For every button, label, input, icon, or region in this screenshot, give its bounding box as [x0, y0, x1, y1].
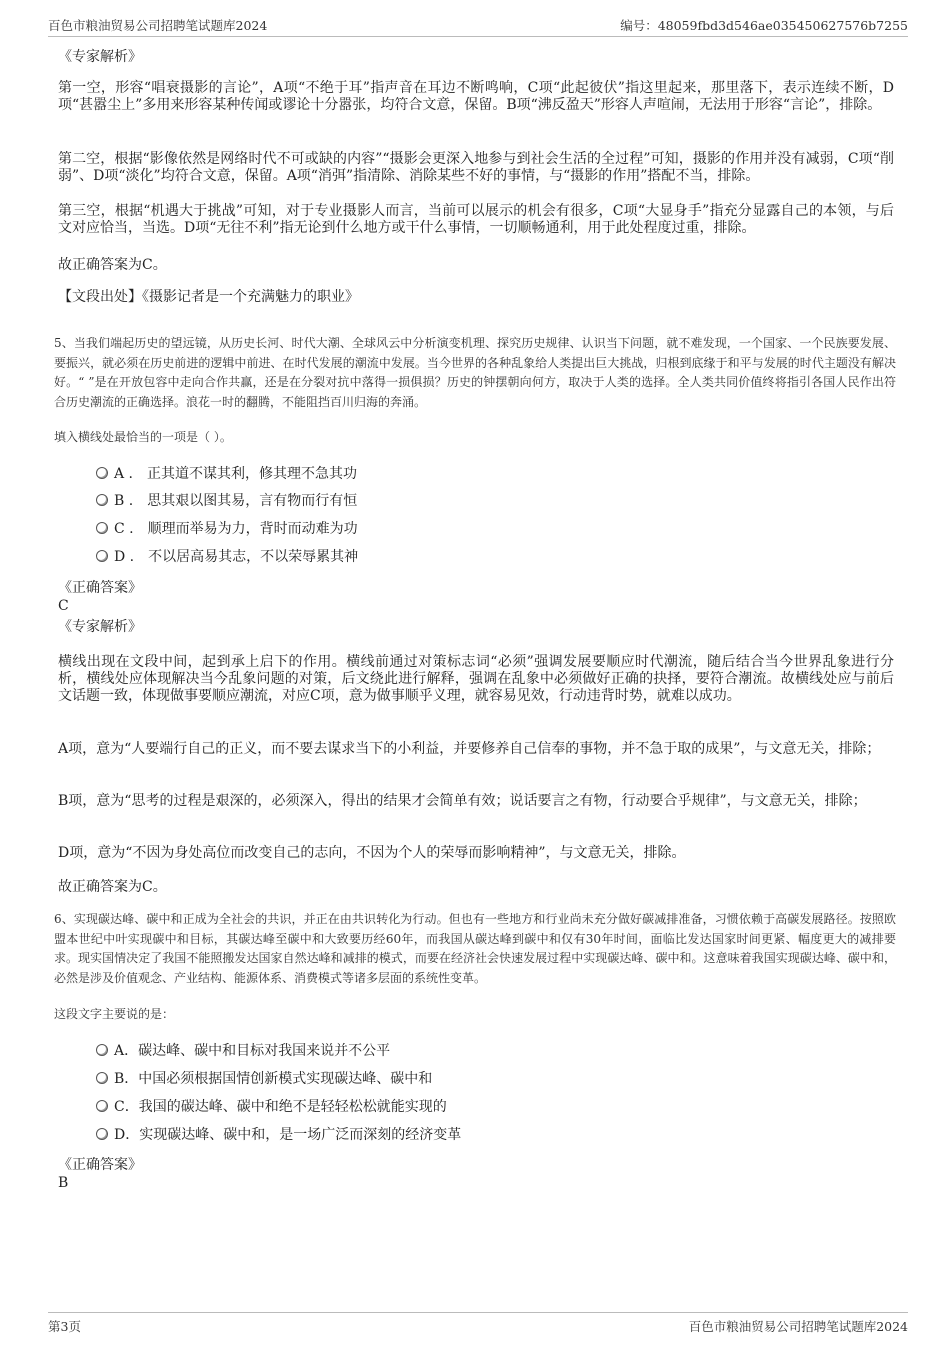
page-header: [48, 14, 908, 37]
radio-icon[interactable]: [96, 1044, 108, 1056]
header-title: 百色市粮油贸易公司招聘笔试题库2024: [48, 18, 268, 33]
document-number: 编号：48059fbd3d546ae035450627576b7255: [620, 18, 908, 33]
q4-conclusion: 故正确答案为C。: [58, 257, 167, 273]
page-footer: [48, 1312, 908, 1337]
q5-prompt: 填入横线处最恰当的一项是（ ）。: [54, 430, 232, 444]
q5-analysis-p3: B项，意为“思考的过程是艰深的，必须深入，得出的结果才会简单有效；说话要言之有物，行动要合乎规律”，与文意无关，排除；: [58, 793, 867, 809]
q6-option-c[interactable]: [96, 1097, 447, 1117]
q4-analysis-label: 《专家解析》: [58, 49, 142, 65]
q5-analysis-p4: D项，意为“不因为身处高位而改变自己的志向，不因为个人的荣辱而影响精神”，与文意无关，排除。: [58, 845, 686, 861]
q6-answer: B: [58, 1175, 69, 1191]
radio-icon[interactable]: [96, 1100, 108, 1112]
q5-analysis-label: 《专家解析》: [58, 619, 142, 635]
q5-stem: 5、当我们端起历史的望远镜，从历史长河、时代大潮、全球风云中分析演变机理、探究历史规律、认识当下问题，就不难发现，一个国家、一个民族要发展、要振兴，就必须在历史前进的逻辑中前进、在时代发展的潮流中发展。当今世界的各种乱象给人类提出巨大挑战，归根到底缘于和平与发展的时代主题没有解决好。“ ”是在开放包容中走向合作共赢，还是在分裂对抗中落得一损俱损？历史的钟摆朝向何方，取决于人类的选择。全人类共同价值终将指引各国人民作出符合历史潮流的正确选择。浪花一时的翻腾，不能阻挡百川归海的奔涌。: [54, 336, 896, 409]
q5-option-d[interactable]: [96, 547, 358, 567]
q5-option-c[interactable]: [96, 519, 358, 539]
page-number: 第3页: [48, 1319, 81, 1334]
radio-icon[interactable]: [96, 550, 108, 562]
q5-answer: C: [58, 598, 69, 614]
q4-analysis-p3: 第三空，根据“机遇大于挑战”可知，对于专业摄影人而言，当前可以展示的机会有很多，C项“大显身手”指充分显露自己的本领，与后文对应恰当，当选。D项“无往不利”指无论到什么地方或干什么事情，一切顺畅通利，用于此处程度过重，排除。: [58, 203, 894, 237]
option-label: D . 不以居高易其志，不以荣辱累其神: [114, 549, 359, 565]
q5-option-a[interactable]: [96, 464, 357, 484]
q5-answer-label: 《正确答案》: [58, 580, 142, 596]
q5-conclusion: 故正确答案为C。: [58, 879, 167, 895]
radio-icon[interactable]: [96, 522, 108, 534]
q6-option-a[interactable]: [96, 1041, 390, 1061]
q5-analysis-p2: A项，意为“人要端行自己的正义，而不要去谋求当下的小利益，并要修养自己信奉的事物，并不急于取的成果”，与文意无关，排除；: [58, 741, 881, 757]
q6-option-b[interactable]: [96, 1069, 432, 1089]
q4-analysis-p2: 第二空，根据“影像依然是网络时代不可或缺的内容”“摄影会更深入地参与到社会生活的全过程”可知，摄影的作用并没有减弱，C项“削弱”、D项“淡化”均符合文意，保留。A项“消弭”指清除、消除某些不好的事情，与“摄影的作用”搭配不当，排除。: [58, 151, 894, 185]
q6-answer-label: 《正确答案》: [58, 1157, 142, 1173]
q6-stem: 6、实现碳达峰、碳中和正成为全社会的共识，并正在由共识转化为行动。但也有一些地方和行业尚未充分做好碳减排准备，习惯依赖于高碳发展路径。按照欧盟本世纪中叶实现碳中和目标，其碳达峰至碳中和大致要历经60年，而我国从碳达峰到碳中和仅有30年时间，面临比发达国家时间更紧、幅度更大的减排要求。现实国情决定了我国不能照搬发达国家自然达峰和减排的模式，而要在经济社会快速发展过程中实现碳达峰、碳中和。这意味着我国实现碳达峰、碳中和，必然是涉及价值观念、产业结构、能源体系、消费模式等诸多层面的系统性变革。: [54, 912, 896, 985]
radio-icon[interactable]: [96, 467, 108, 479]
q5-option-b[interactable]: [96, 491, 357, 511]
option-label: C . 顺理而举易为力，背时而动难为功: [114, 521, 358, 537]
q6-option-d[interactable]: [96, 1125, 461, 1145]
option-label: B . 思其艰以图其易，言有物而行有恒: [114, 493, 358, 509]
option-label: A . 正其道不谋其利，修其理不急其功: [114, 466, 358, 482]
option-label: C．我国的碳达峰、碳中和绝不是轻轻松松就能实现的: [114, 1099, 447, 1115]
radio-icon[interactable]: [96, 1128, 108, 1140]
option-label: B．中国必须根据国情创新模式实现碳达峰、碳中和: [114, 1071, 433, 1087]
radio-icon[interactable]: [96, 494, 108, 506]
q5-analysis-p1: 横线出现在文段中间，起到承上启下的作用。横线前通过对策标志词“必须”强调发展要顺应时代潮流，随后结合当今世界乱象进行分析，横线处应体现解决当今乱象问题的对策，后文绕此进行解释，强调在乱象中必须做好正确的抉择，要符合潮流。故横线处应与前后文话题一致，体现做事要顺应潮流，对应C项，意为做事顺乎义理，就容易见效，行动违背时势，就难以成功。: [58, 654, 894, 705]
option-label: A．碳达峰、碳中和目标对我国来说并不公平: [114, 1043, 391, 1059]
q4-source: 【文段出处】《摄影记者是一个充满魅力的职业》: [58, 289, 359, 305]
footer-title: 百色市粮油贸易公司招聘笔试题库2024: [688, 1319, 908, 1334]
q6-prompt: 这段文字主要说的是：: [54, 1007, 175, 1021]
q4-analysis-p1: 第一空，形容“唱衰摄影的言论”，A项“不绝于耳”指声音在耳边不断鸣响，C项“此起彼伏”指这里起来，那里落下，表示连续不断，D项“甚嚣尘上”多用来形容某种传闻或谬论十分嚣张，均符合文意，保留。B项“沸反盈天”形容人声喧闹，无法用于形容“言论”，排除。: [58, 80, 894, 114]
option-label: D．实现碳达峰、碳中和，是一场广泛而深刻的经济变革: [114, 1127, 462, 1143]
radio-icon[interactable]: [96, 1072, 108, 1084]
